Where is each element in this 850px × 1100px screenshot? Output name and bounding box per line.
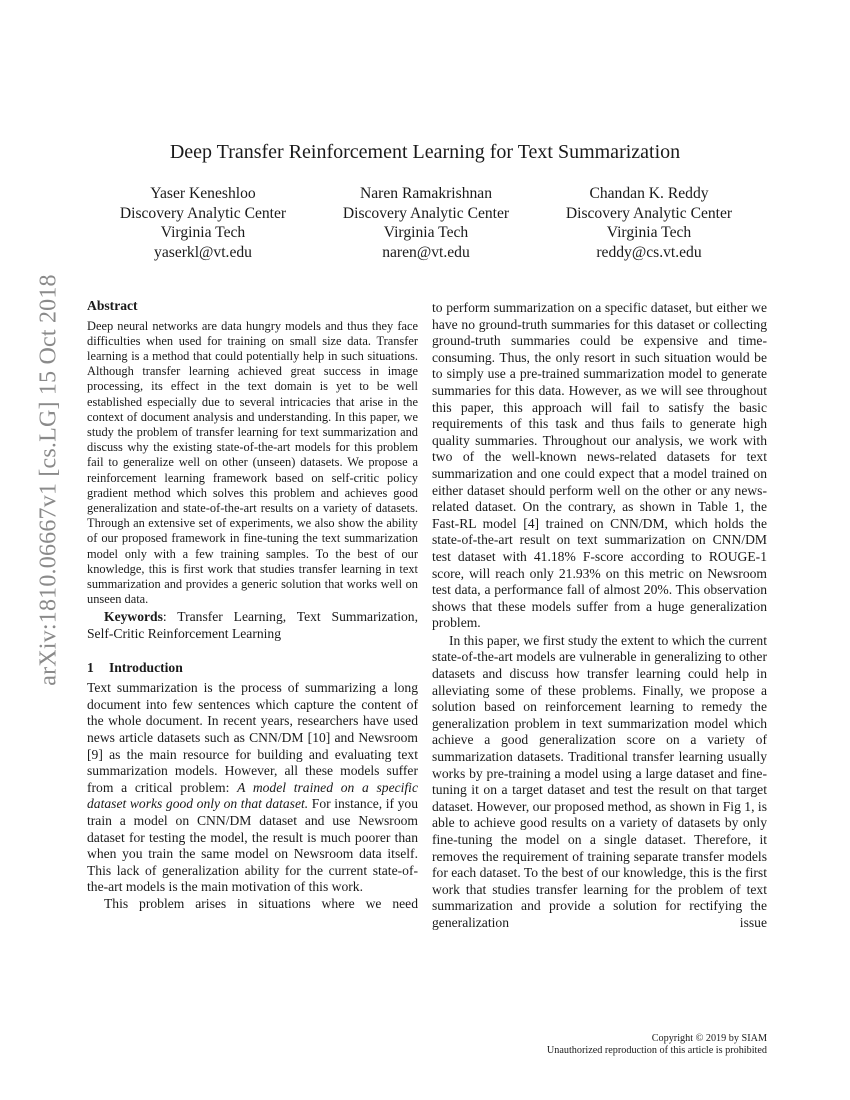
author-institution: Virginia Tech xyxy=(383,224,469,241)
author-affiliation: Discovery Analytic Center xyxy=(565,204,733,222)
author-affiliation: Discovery Analytic Center xyxy=(342,204,510,222)
intro-p1-emphasis: A model trained on a specific dataset works good only on that dataset. xyxy=(87,779,418,812)
author-institution: Virginia Tech xyxy=(160,224,246,241)
intro-paragraph-3: In this paper, we first study the extent to which the current state-of-the-art models are vulnerable in generalizing to other datasets and discuss how transfer learning could help in alleviating some of these problems. Finally, we propose a solution based on reinforcement learning to remedy the generalization problem in text summarization model which achieve a good generalization score on a variety of summarization datasets. Traditional transfer learning usually works by pre-training a model using a large dataset and fine-tuning it on a target dataset and test the result on that target dataset. However, our proposed method, as shown in Fig 1, is able to achieve good results on a variety of datasets by only fine-tuning the model on a single dataset. Therefore, it removes the requirement of training separate transfer models for each dataset. To the best of our knowledge, this is the first work that studies transfer learning for the problem of text summarization and provide a solution for rectifying the generalization issue xyxy=(432,632,767,930)
reproduction-notice: Unauthorized reproduction of this article is prohibited xyxy=(546,1045,767,1056)
author-email[interactable]: naren@vt.edu xyxy=(382,243,470,261)
intro-paragraph-1 xyxy=(87,680,418,896)
keywords-text: : Transfer Learning, Text Summarization, Self-Critic Reinforcement Learning xyxy=(87,609,418,642)
author-block-2 xyxy=(311,184,541,262)
section-number: 1 xyxy=(87,659,94,675)
right-column xyxy=(432,300,767,932)
author-block-1 xyxy=(88,184,318,262)
abstract-heading: Abstract xyxy=(87,298,138,313)
author-affiliation: Discovery Analytic Center xyxy=(119,204,287,222)
intro-p1-text-cont: For instance, if you train a model on CNN/DM dataset and use Newsroom dataset for testing the model, the result is much poorer than when you train the same model on Newsroom data itself. This lack of generalization ability for the current state-of-the-art models is the main motivation of this work. xyxy=(87,796,418,895)
keywords-label: Keywords xyxy=(104,609,163,625)
author-block-3 xyxy=(534,184,764,262)
author-name: Naren Ramakrishnan xyxy=(359,185,493,202)
copyright-notice xyxy=(547,1033,767,1057)
arxiv-stamp xyxy=(35,274,62,686)
abstract-text: Deep neural networks are data hungry models and thus they face difficulties when used for training on small size data. Transfer learning is a method that could potentially help in such situations. Although transfer learning achieved great success in image processing, its effect in the text domain is yet to be well established especially due to several intricacies that arise in the context of document analysis and understanding. In this paper, we study the problem of transfer learning for text summarization and discuss why the existing state-of-the-art models for this problem fail to generalize well on other (unseen) datasets. We propose a reinforcement learning framework based on self-critic policy gradient method which solves this problem and achieves good generalization and state-of-the-art results on a variety of datasets. Through an extensive set of experiments, we also show the ability of our proposed framework in fine-tuning the text summarization model only with a few training samples. To the best of our knowledge, this is first work that studies transfer learning in text summarization and provides a generic solution that works well on unseen data. xyxy=(87,318,418,607)
author-email[interactable]: yaserkl@vt.edu xyxy=(154,243,252,261)
section-title: Introduction xyxy=(109,659,183,675)
section-heading-introduction xyxy=(87,660,418,677)
copyright-line: Copyright © 2019 by SIAM xyxy=(651,1033,767,1044)
paper-title: Deep Transfer Reinforcement Learning for Text Summarization xyxy=(169,141,681,163)
author-institution: Virginia Tech xyxy=(606,224,692,241)
left-column xyxy=(87,298,418,913)
author-email[interactable]: reddy@cs.vt.edu xyxy=(596,243,702,261)
keywords xyxy=(87,609,418,642)
arxiv-stamp-text: arXiv:1810.06667v1 [cs.LG] 15 Oct 2018 xyxy=(35,274,62,686)
intro-p1-text: Text summarization is the process of summarizing a long document into few sentences which capture the content of the whole document. In recent years, researchers have used news article datasets such as CNN/DM [10] and Newsroom [9] as the main resource for building and evaluating text summarization models. However, all these models suffer from a critical problem: xyxy=(87,680,418,795)
author-name: Chandan K. Reddy xyxy=(589,185,709,202)
intro-paragraph-2-cont: to perform summarization on a specific dataset, but either we have no ground-truth summaries for this dataset or collecting ground-truth summaries could be expensive and time-consuming. Thus, the only resort in such situation would be to simply use a pre-trained summarization model to generate summaries for this data. However, as we will see throughout this paper, this approach will fail to satisfy the basic requirements of this task and thus fails to generate high quality summaries. Throughout our analysis, we work with two of the well-known news-related datasets for text summarization and one could expect that a model trained on either dataset should perform well on the other or any news-related dataset. On the contrary, as shown in Table 1, the Fast-RL model [4] trained on CNN/DM, which holds the state-of-the-art result on text summarization on CNN/DM test dataset with 41.18% F-score according to ROUGE-1 score, will reach only 21.93% on this metric on Newsroom test data, a performance fall of almost 20%. This observation shows that these models suffer from a huge generalization problem. xyxy=(432,300,767,631)
intro-paragraph-2-start: This problem arises in situations where we need xyxy=(104,895,418,911)
author-name: Yaser Keneshloo xyxy=(150,185,256,202)
